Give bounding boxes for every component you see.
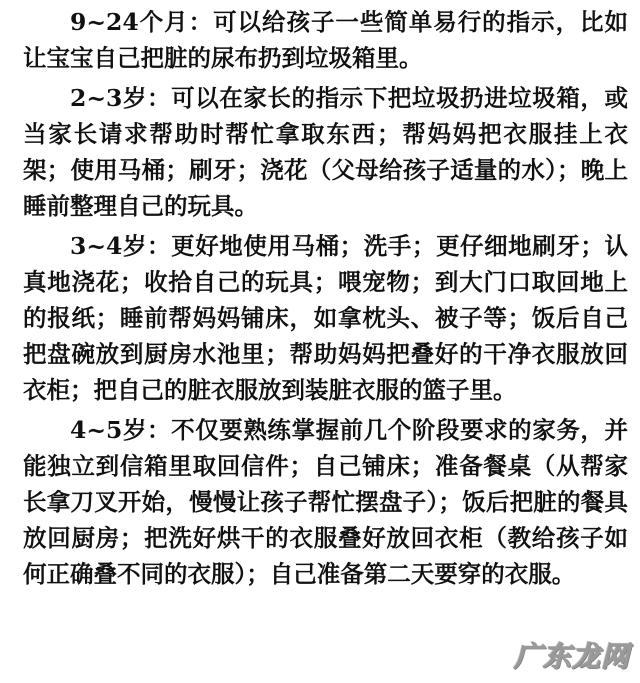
paragraph-2-3-years: 2~3岁：可以在家长的指示下把垃圾扔进垃圾箱，或当家长请求帮助时帮忙拿取东西；帮妈妈把衣服挂上衣架；使用马桶；刷牙；浇花（父母给孩子适量的水）；晚上睡前整理自己的玩具。 (23, 84, 628, 220)
paragraph-9-24-months: 9~24个月：可以给孩子一些简单易行的指示，比如让宝宝自己把脏的尿布扔到垃圾箱里。 (23, 8, 628, 72)
paragraph-4-5-years: 4~5岁：不仅要熟练掌握前几个阶段要求的家务，并能独立到信箱里取回信件；自己铺床；准备餐桌（从帮家长拿刀叉开始，慢慢让孩子帮忙摆盘子）；饭后把脏的餐具放回厨房；把洗好烘干的衣服叠好放回衣柜（教给孩子如何正确叠不同的衣服）；自己准备第二天要穿的衣服。 (23, 416, 628, 588)
site-watermark: 广东龙网 (513, 640, 630, 673)
paragraph-3-4-years: 3~4岁：更好地使用马桶；洗手；更仔细地刷牙；认真地浇花；收拾自己的玩具；喂宠物；到大门口取回地上的报纸；睡前帮妈妈铺床，如拿枕头、被子等；饭后自己把盘碗放到厨房水池里；帮助妈妈把叠好的干净衣服放回衣柜；把自己的脏衣服放到装脏衣服的篮子里。 (23, 232, 628, 404)
